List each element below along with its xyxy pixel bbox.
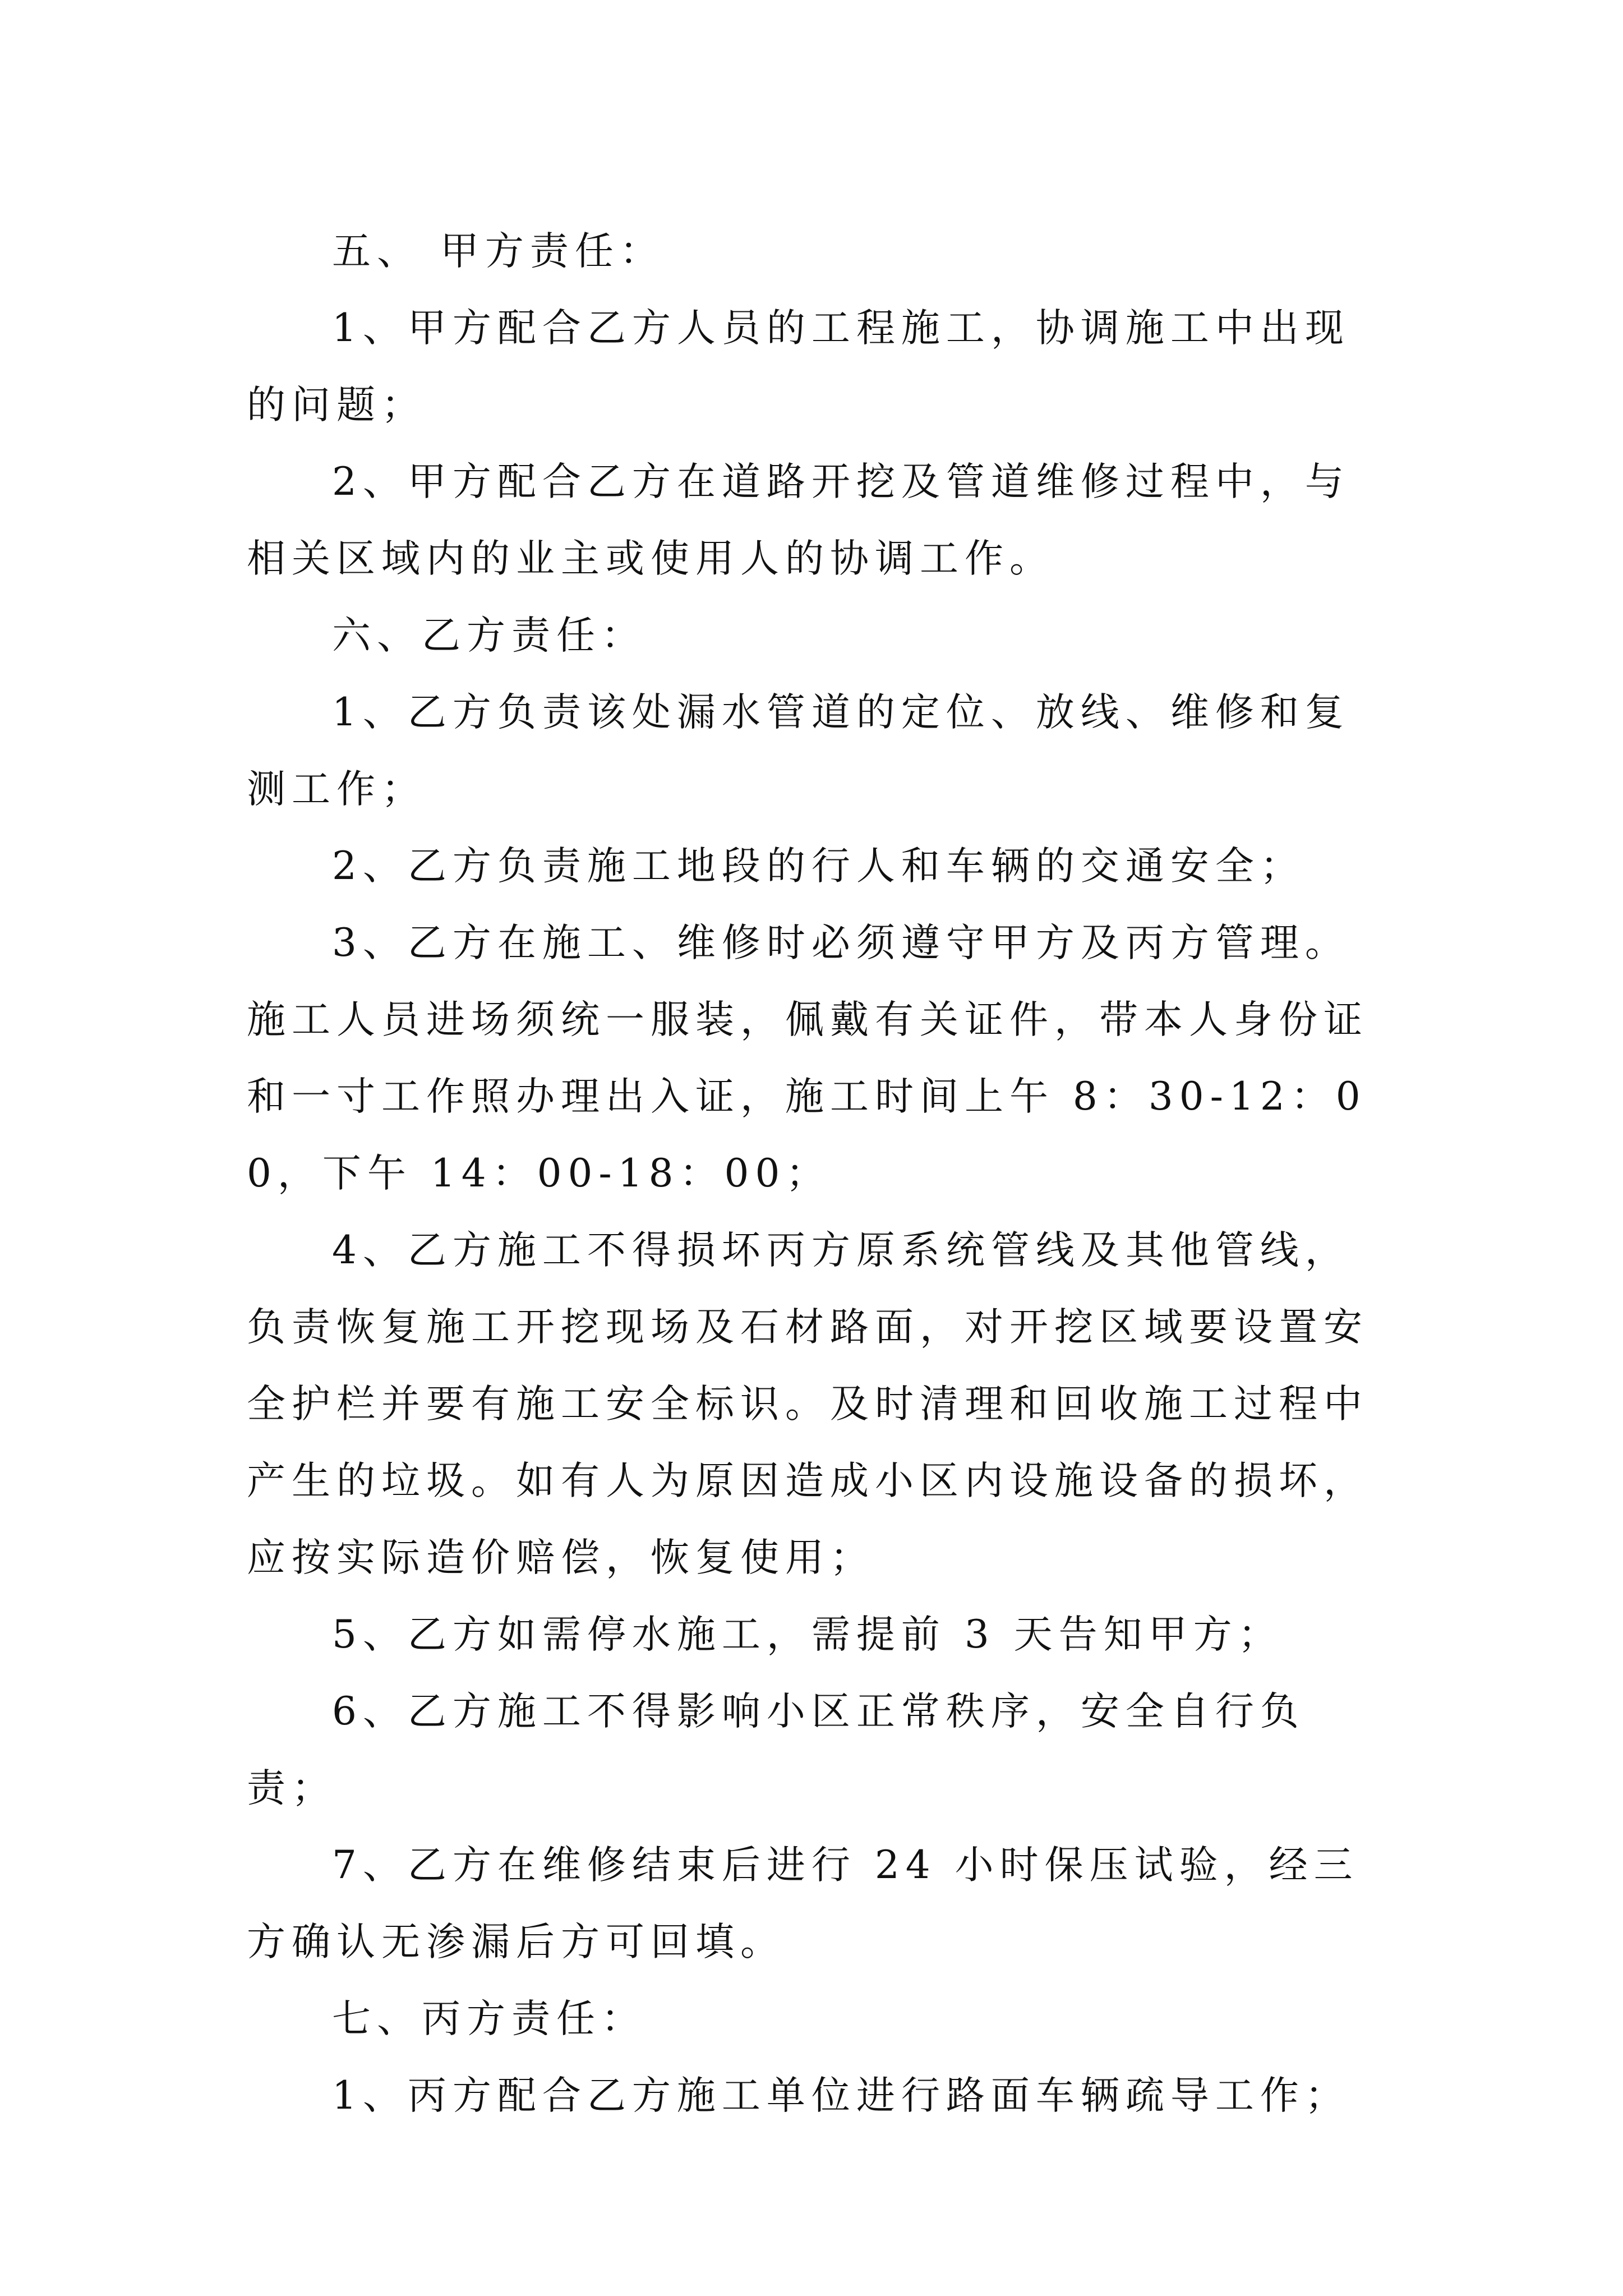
party-b-clause-7: 7、乙方在维修结束后进行 24 小时保压试验，经三方确认无渗漏后方可回填。 (247, 1843, 1359, 1964)
section-heading-party-c: 七、丙方责任： (332, 1996, 646, 2041)
party-b-clause-2: 2、乙方负责施工地段的行人和车辆的交通安全； (332, 844, 1305, 889)
document-body (247, 213, 1380, 2134)
party-b-clause-3: 3、乙方在施工、维修时必须遵守甲方及丙方管理。施工人员进场须统一服装，佩戴有关证件，带本人身份证和一寸工作照办理出入证，施工时间上午 8：30-12：00，下午 14：00-18：00； (247, 921, 1368, 1196)
party-b-clause-6: 6、乙方施工不得影响小区正常秩序，安全自行负责； (247, 1689, 1305, 1811)
section-heading-party-a: 五、 甲方责任： (332, 229, 665, 274)
party-b-clause-5: 5、乙方如需停水施工，需提前 3 天告知甲方； (332, 1612, 1283, 1657)
party-b-clause-4: 4、乙方施工不得损坏丙方原系统管线及其他管线，负责恢复施工开挖现场及石材路面，对开挖区域要设置安全护栏并要有施工安全标识。及时清理和回收施工过程中产生的垃圾。如有人为原因造成小区内设施设备的损坏，应按实际造价赔偿，恢复使用； (247, 1228, 1368, 1580)
party-c-clause-1: 1、丙方配合乙方施工单位进行路面车辆疏导工作； (332, 2073, 1350, 2118)
party-a-clause-2: 2、甲方配合乙方在道路开挖及管道维修过程中，与相关区域内的业主或使用人的协调工作。 (247, 459, 1350, 581)
party-b-clause-1: 1、乙方负责该处漏水管道的定位、放线、维修和复测工作； (247, 690, 1350, 812)
party-a-clause-1: 1、甲方配合乙方人员的工程施工，协调施工中出现的问题； (247, 306, 1350, 427)
section-heading-party-b: 六、乙方责任： (332, 613, 646, 658)
